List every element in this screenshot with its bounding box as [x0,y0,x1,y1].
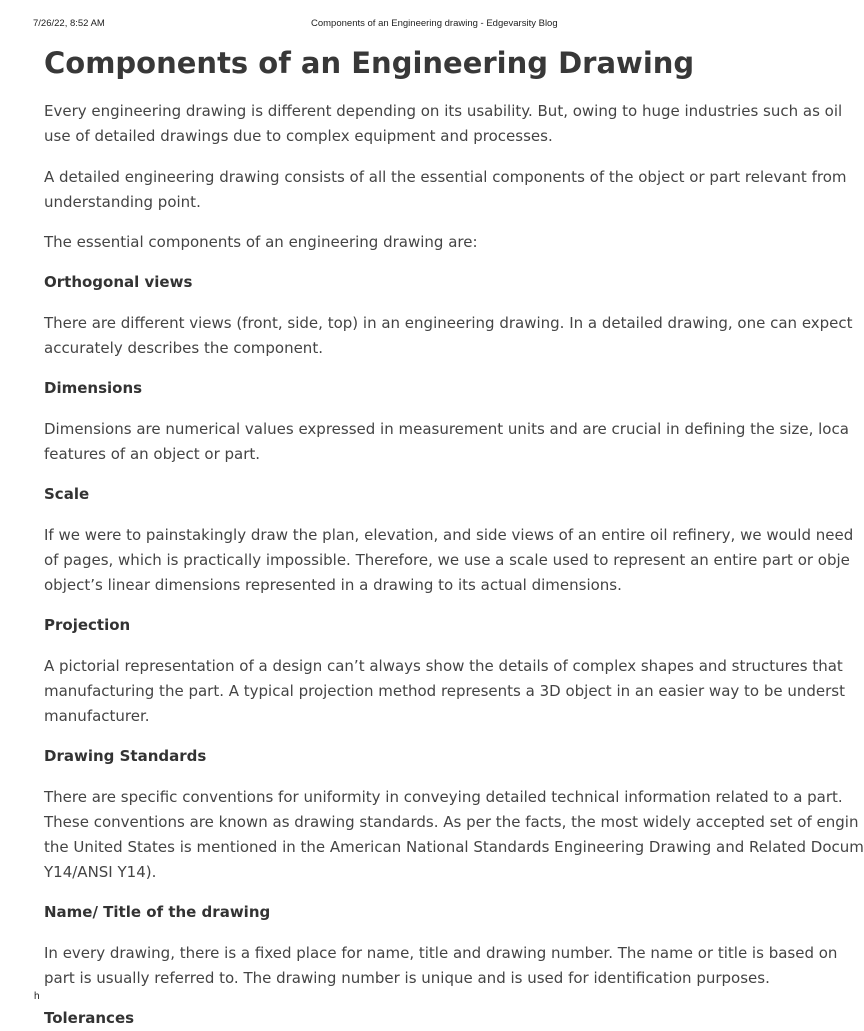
paragraph-line: manufacturer. [44,707,150,725]
intro-paragraph [44,99,843,149]
components-intro-block [44,230,804,255]
section-heading: Drawing Standards [44,747,207,765]
paragraph-line: manufacturing the part. A typical projection method represents a 3D object in an easier way to be underst [44,682,845,700]
print-header [0,18,768,32]
paragraph-line: understanding point. [44,193,201,211]
paragraph-line: These conventions are known as drawing standards. As per the facts, the most widely accepted set of engin [44,813,859,831]
paragraph-line: A detailed engineering drawing consists of all the essential components of the object or part relevant from [44,168,847,186]
section-drawing-standards [44,744,864,885]
paragraph-line: In every drawing, there is a fixed place for name, title and drawing number. The name or title is based on [44,944,838,962]
paragraph-line: There are different views (front, side, top) in an engineering drawing. In a detailed drawing, one can expect [44,314,853,332]
paragraph-line: The essential components of an engineering drawing are: [44,233,478,251]
section-heading: Orthogonal views [44,273,193,291]
section-dimensions [44,376,849,467]
section-heading: Scale [44,485,90,503]
paragraph-line: object’s linear dimensions represented in a drawing to its actual dimensions. [44,576,622,594]
detail-paragraph [44,165,847,215]
section-tolerances [44,1006,804,1031]
section-heading: Projection [44,616,131,634]
section-paragraph [44,941,838,991]
paragraph-line: part is usually referred to. The drawing number is unique and is used for identification purposes. [44,969,770,987]
section-paragraph [44,417,849,467]
print-page-title: Components of an Engineering drawing - Edgevarsity Blog [311,18,558,29]
section-heading: Name/ Title of the drawing [44,903,271,921]
paragraph-line: A pictorial representation of a design can’t always show the details of complex shapes and structures that [44,657,843,675]
section-projection [44,613,845,729]
section-scale [44,482,854,598]
section-heading: Dimensions [44,379,143,397]
detail-block [44,165,847,215]
components-intro-paragraph [44,230,804,255]
section-paragraph [44,785,864,885]
article-title: Components of an Engineering Drawing [44,46,695,80]
paragraph-line: Every engineering drawing is different depending on its usability. But, owing to huge industries such as oil [44,102,843,120]
section-heading: Tolerances [44,1009,135,1027]
paragraph-line: the United States is mentioned in the American National Standards Engineering Drawing and Related Docum [44,838,864,856]
section-paragraph [44,311,853,361]
paragraph-line: of pages, which is practically impossible. Therefore, we use a scale used to represent an entire part or obje [44,551,850,569]
paragraph-line: accurately describes the component. [44,339,323,357]
article [44,40,864,1031]
section-name-title [44,900,838,991]
paragraph-line: features of an object or part. [44,445,261,463]
paragraph-line: Y14/ANSI Y14). [44,863,157,881]
paragraph-line: use of detailed drawings due to complex equipment and processes. [44,127,553,145]
paragraph-line: Dimensions are numerical values expressed in measurement units and are crucial in defining the size, loca [44,420,849,438]
intro-block [44,99,843,149]
paragraph-line: There are specific conventions for uniformity in conveying detailed technical information related to a part. [44,788,843,806]
section-paragraph [44,654,845,729]
section-orthogonal-views [44,270,853,361]
print-date: 7/26/22, 8:52 AM [33,18,105,29]
page-edge-mark: h [34,991,40,1002]
section-paragraph [44,523,854,598]
paragraph-line: If we were to painstakingly draw the plan, elevation, and side views of an entire oil refinery, we would need [44,526,854,544]
